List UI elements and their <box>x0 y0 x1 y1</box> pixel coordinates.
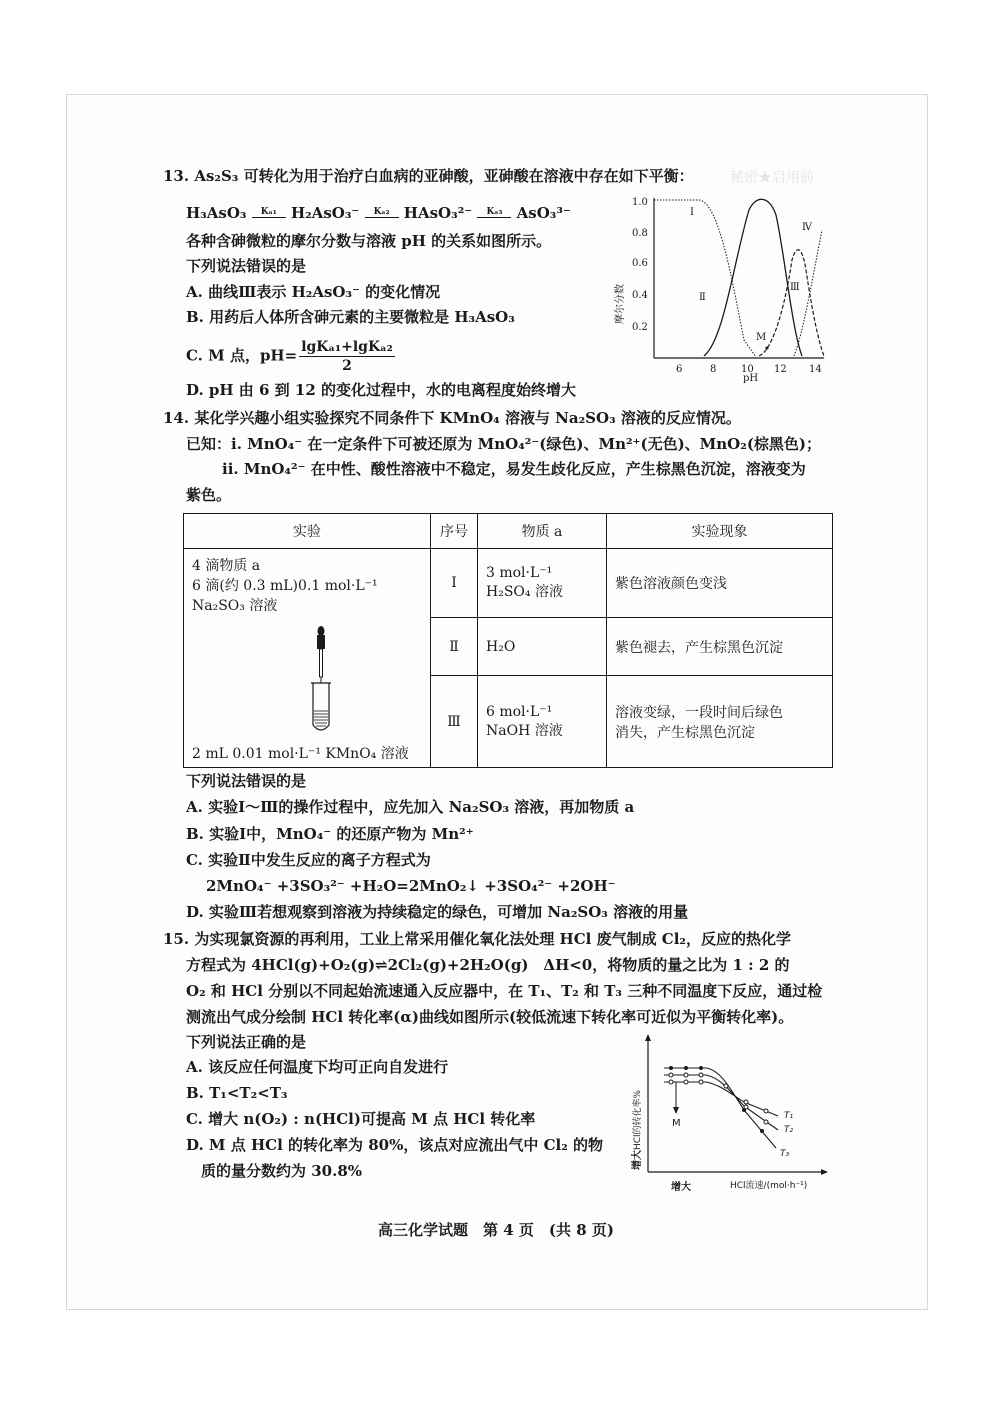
q14-stem: 14. 某化学兴趣小组实验探究不同条件下 KMnO₄ 溶液与 Na₂SO₃ 溶液的反应情况。 <box>163 409 741 427</box>
svg-text:14: 14 <box>809 364 822 375</box>
svg-text:HCl流速/(mol·h⁻¹): HCl流速/(mol·h⁻¹) <box>730 1181 808 1191</box>
svg-text:M: M <box>756 332 767 343</box>
svg-text:10: 10 <box>741 364 754 375</box>
svg-text:T₁: T₁ <box>784 1111 794 1121</box>
q14-option-b: B. 实验Ⅰ中，MnO₄⁻ 的还原产物为 Mn²⁺ <box>186 825 474 843</box>
svg-text:增大: 增大 <box>671 1182 691 1193</box>
row-3-substance: 6 mol·L⁻¹ NaOH 溶液 <box>478 676 607 768</box>
svg-text:1.0: 1.0 <box>632 197 648 208</box>
q13-line2: 各种含砷微粒的摩尔分数与溶液 pH 的关系如图所示。 <box>186 232 552 250</box>
q15-option-d-2: 质的量分数约为 30.8% <box>186 1162 363 1180</box>
row-2-number: Ⅱ <box>431 617 478 675</box>
q14-known-i: 已知：i. MnO₄⁻ 在一定条件下可被还原为 MnO₄²⁻(绿色)、Mn²⁺(无色)、MnO₂(棕黑色)； <box>186 435 822 453</box>
svg-text:Ⅲ: Ⅲ <box>790 282 800 293</box>
q14-experiment-table <box>183 513 833 768</box>
svg-text:Ⅰ: Ⅰ <box>690 207 694 218</box>
row-2-observation: 紫色褪去，产生棕黑色沉淀 <box>607 617 833 675</box>
svg-text:0.2: 0.2 <box>632 322 648 333</box>
q13-equilibrium: H₃AsO₃ Kₐ₁ H₂AsO₃⁻ Kₐ₂ HAsO₃²⁻ Kₐ₃ AsO₃³⁻ <box>186 204 571 222</box>
q15-line-4: 测流出气成分绘制 HCl 转化率(α)曲线如图所示(较低流速下转化率可近似为平衡转化率)。 <box>186 1008 794 1026</box>
table-row <box>184 549 833 618</box>
row-1-substance: 3 mol·L⁻¹ H₂SO₄ 溶液 <box>478 549 607 618</box>
svg-text:0.4: 0.4 <box>632 290 648 301</box>
svg-text:12: 12 <box>774 364 787 375</box>
row-1-observation: 紫色溶液颜色变浅 <box>607 549 833 618</box>
q14-known-ii-a: ii. MnO₄²⁻ 在中性、酸性溶液中不稳定，易发生歧化反应，产生棕黑色沉淀，溶液变为 <box>222 460 806 478</box>
table-header-row <box>184 514 833 549</box>
svg-text:Ⅱ: Ⅱ <box>699 292 706 303</box>
svg-text:0.8: 0.8 <box>632 228 648 239</box>
svg-text:8: 8 <box>710 364 717 375</box>
q15-option-c: C. 增大 n(O₂) : n(HCl)可提高 M 点 HCl 转化率 <box>186 1110 536 1128</box>
setup-line-4: 2 mL 0.01 mol·L⁻¹ KMnO₄ 溶液 <box>192 746 409 762</box>
header-number: 序号 <box>431 514 478 549</box>
page-footer: 高三化学试题 第 4 页 (共 8 页) <box>378 1221 614 1239</box>
row-2-substance: H₂O <box>478 617 607 675</box>
svg-text:增大: 增大 <box>632 1150 643 1170</box>
q14-question: 下列说法错误的是 <box>186 772 307 790</box>
svg-text:6: 6 <box>676 364 683 375</box>
q13-y-ticks <box>632 197 648 333</box>
test-tube-dropper-icon <box>306 625 336 735</box>
q13-chart <box>615 190 834 384</box>
svg-text:0.6: 0.6 <box>632 258 648 269</box>
svg-text:HCl的转化率%: HCl的转化率% <box>633 1089 643 1150</box>
svg-text:T₂: T₂ <box>784 1125 794 1135</box>
q15-option-d-1: D. M 点 HCl 的转化率为 80%，该点对应流出气中 Cl₂ 的物 <box>186 1136 603 1154</box>
q15-chart <box>626 1030 832 1198</box>
svg-text:摩尔分数: 摩尔分数 <box>615 284 626 324</box>
q15-option-b: B. T₁<T₂<T₃ <box>186 1084 288 1102</box>
svg-text:T₃: T₃ <box>780 1149 790 1159</box>
header-experiment: 实验 <box>184 514 431 549</box>
background-bleed: 秘密★启用前 <box>730 170 814 186</box>
q14-option-c: C. 实验Ⅱ中发生反应的离子方程式为 <box>186 851 431 869</box>
setup-line-2: 6 滴(约 0.3 mL)0.1 mol·L⁻¹ <box>192 578 378 594</box>
svg-text:M: M <box>672 1118 681 1129</box>
svg-text:Ⅳ: Ⅳ <box>802 222 812 233</box>
q13-option-b: B. 用药后人体所含砷元素的主要微粒是 H₃AsO₃ <box>186 308 515 326</box>
q13-option-a: A. 曲线Ⅲ表示 H₂AsO₃⁻ 的变化情况 <box>186 283 441 301</box>
q14-option-c-equation: 2MnO₄⁻ +3SO₃²⁻ +H₂O=2MnO₂↓ +3SO₄²⁻ +2OH⁻ <box>206 877 616 895</box>
setup-line-3: Na₂SO₃ 溶液 <box>192 598 278 614</box>
q13-option-c: C. M 点，pH= $\frac{\text{lgKₐ₁+lgKₐ₂}}{2}$ <box>186 339 393 374</box>
header-observation: 实验现象 <box>607 514 833 549</box>
row-3-number: Ⅲ <box>431 676 478 768</box>
q13-stem: 13. As₂S₃ 可转化为用于治疗白血病的亚砷酸，亚砷酸在溶液中存在如下平衡： <box>163 167 694 185</box>
header-substance: 物质 a <box>478 514 607 549</box>
q15-line-1: 15. 为实现氯资源的再利用，工业上常采用催化氧化法处理 HCl 废气制成 Cl₂，反应的热化学 <box>163 930 792 948</box>
q14-option-d: D. 实验Ⅲ若想观察到溶液为持续稳定的绿色，可增加 Na₂SO₃ 溶液的用量 <box>186 903 689 921</box>
q15-option-a: A. 该反应任何温度下均可正向自发进行 <box>186 1058 449 1076</box>
q15-line-3: O₂ 和 HCl 分别以不同起始流速通入反应器中，在 T₁、T₂ 和 T₃ 三种不同温度下反应，通过检 <box>186 982 823 1000</box>
setup-line-1: 4 滴物质 a <box>192 558 261 574</box>
q14-option-a: A. 实验Ⅰ～Ⅲ的操作过程中，应先加入 Na₂SO₃ 溶液，再加物质 a <box>186 798 635 816</box>
row-1-number: Ⅰ <box>431 549 478 618</box>
q13-option-d: D. pH 由 6 到 12 的变化过程中，水的电离程度始终增大 <box>186 381 577 399</box>
q15-question: 下列说法正确的是 <box>186 1033 307 1051</box>
q13-question: 下列说法错误的是 <box>186 257 307 275</box>
q15-line-2: 方程式为 4HCl(g)+O₂(g)⇌2Cl₂(g)+2H₂O(g) ΔH<0，将物质的量之比为 1 : 2 的 <box>186 956 790 974</box>
row-3-observation: 溶液变绿，一段时间后绿色 消失，产生棕黑色沉淀 <box>607 676 833 768</box>
svg-text:pH: pH <box>743 373 759 384</box>
q14-known-ii-b: 紫色。 <box>186 486 232 504</box>
